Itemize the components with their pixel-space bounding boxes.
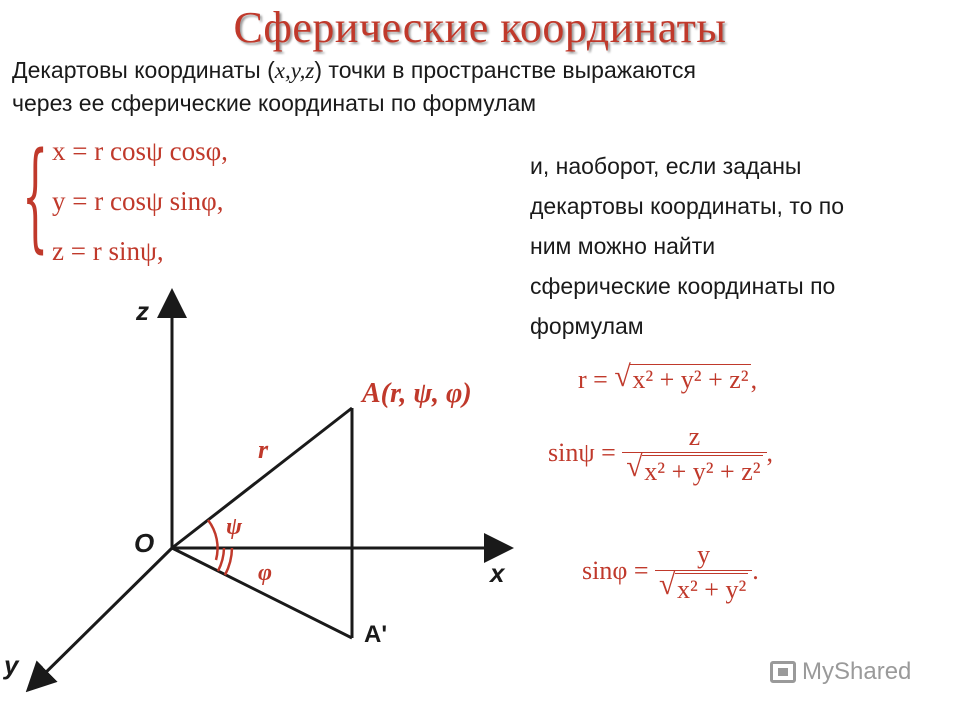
inverse-line-1: и, наоборот, если заданы [530,153,802,179]
intro-line-2: через ее сферические координаты по формулам [12,90,537,116]
phi-label: φ [258,560,273,586]
formula-sinpsi-lhs: sinψ = [548,437,616,467]
diagram-background [0,280,518,720]
watermark-text: MyShared [802,658,912,685]
inverse-line-3: ним можно найти [530,233,716,259]
formula-r [578,360,758,395]
radical-icon: √ [626,450,643,483]
formula-sinphi-numerator: y [697,540,711,569]
radical-icon: √ [659,568,676,601]
inverse-line-5: формулам [530,313,644,339]
x-axis-label: x [490,558,505,588]
equation-y: y = r cosψ sinφ, [52,186,224,216]
radius-label: r [258,435,269,464]
formula-r-radicand: x² + y² + z² [632,365,749,394]
formula-r-tail: , [750,365,758,394]
point-a-projection-label: A' [364,621,388,648]
formula-sinphi [582,540,759,606]
intro-line-1-end: ) точки в пространстве выражаются [314,57,696,83]
point-a-label: A(r, ψ, φ) [362,378,472,409]
brace-icon: { [22,126,49,264]
formula-sinpsi-radicand: x² + y² + z² [644,457,761,486]
intro-line-1 [12,54,952,87]
coordinate-diagram [0,280,530,720]
equation-x: x = r cosψ cosφ, [52,136,228,166]
intro-line-1-start: Декартовы координаты ( [12,57,275,83]
radical-icon: √ [614,360,631,393]
inverse-line-2: декартовы координаты, то по [530,193,845,219]
psi-label: ψ [226,514,243,540]
watermark [770,658,911,686]
equation-z: z = r sinψ, [52,236,164,266]
inverse-line-4: сферические координаты по [530,273,836,299]
formula-sinpsi [548,422,773,488]
fraction [622,422,766,488]
intro-vars: x,y,z [274,58,315,83]
fraction [655,540,752,606]
z-axis-label: z [136,296,149,326]
radical [614,360,750,395]
page-title: Сферические координаты [233,3,727,52]
fraction-denominator [655,570,752,606]
formula-sinphi-tail: . [752,555,759,585]
formula-sinphi-radicand: x² + y² [677,575,747,604]
origin-label: O [134,528,155,558]
formula-sinpsi-tail: , [766,437,774,467]
intro-text [12,54,952,120]
myshared-logo-icon [770,661,796,683]
formula-sinphi-lhs: sinφ = [582,555,649,585]
formula-sinpsi-numerator: z [688,422,701,451]
formula-r-lhs: r = [578,365,608,394]
inverse-description [530,146,950,346]
fraction-denominator [622,452,766,488]
radical [659,568,748,606]
radical [626,450,762,488]
equation-system [22,126,322,272]
y-axis-label: y [4,650,19,680]
